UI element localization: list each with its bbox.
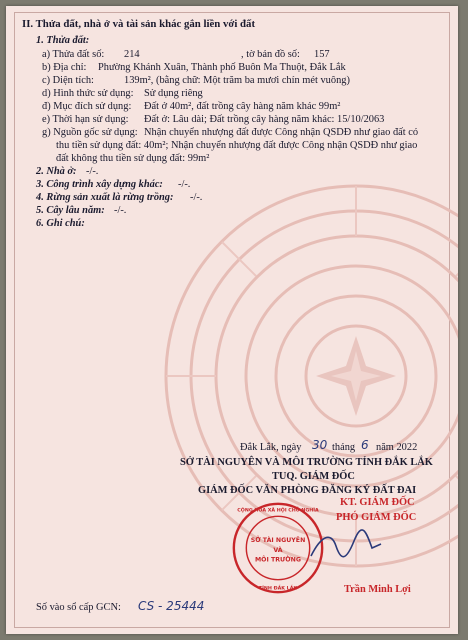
date-year: năm 2022 <box>376 442 418 453</box>
house-label: 2. Nhà ở: <box>36 166 77 177</box>
use-form-label: d) Hình thức sử dụng: <box>42 88 134 99</box>
office-title: GIÁM ĐỐC VĂN PHÒNG ĐĂNG KÝ ĐẤT ĐAI <box>198 485 417 496</box>
origin-value-line2: thu tiền sử dụng đất: 40m²; Nhận chuyển nhượng đất được Công nhận QSDĐ như giao <box>56 140 418 151</box>
map-sheet-label: , tờ bản đồ số: <box>241 49 300 60</box>
area-value: 139m², (bằng chữ: Một trăm ba mươi chín mét vuông) <box>124 75 350 86</box>
construction-value: -/-. <box>178 179 191 190</box>
svg-text:TỈNH ĐẮK LẮK: TỈNH ĐẮK LẮK <box>258 586 298 592</box>
certificate-page <box>6 6 458 634</box>
use-form-value: Sử dụng riêng <box>144 88 203 99</box>
signature-scribble-icon <box>306 526 386 566</box>
origin-value-line3: đất không thu tiền sử dụng đất: 99m² <box>56 153 210 164</box>
forest-label: 4. Rừng sản xuất là rừng trồng: <box>36 192 174 203</box>
svg-text:CỘNG HÒA XÃ HỘI CHỦ NGHĨA: CỘNG HÒA XÃ HỘI CHỦ NGHĨA <box>237 508 319 514</box>
notes-label: 6. Ghi chú: <box>36 218 85 229</box>
date-place: Đắk Lắk, ngày <box>240 442 302 453</box>
svg-text:MÔI TRƯỜNG: MÔI TRƯỜNG <box>254 556 302 564</box>
gcn-number-label: Số vào sổ cấp GCN: <box>36 602 121 613</box>
trees-label: 5. Cây lâu năm: <box>36 205 105 216</box>
construction-label: 3. Công trình xây dựng khác: <box>36 179 163 190</box>
trees-value: -/-. <box>114 205 127 216</box>
address-value: Phường Khánh Xuân, Thành phố Buôn Ma Thuột, Đắk Lắk <box>98 62 346 73</box>
house-value: -/-. <box>86 166 99 177</box>
date-day: 30 <box>312 438 328 452</box>
section-title: II. Thửa đất, nhà ở và tài sản khác gắn liền với đất <box>22 18 256 30</box>
parcel-number-label: a) Thửa đất số: <box>42 49 105 60</box>
use-purpose-value: Đất ở 40m², đất trồng cây hàng năm khác 99m² <box>144 101 341 112</box>
map-sheet-value: 157 <box>314 49 330 60</box>
origin-value-line1: Nhận chuyển nhượng đất được Công nhận QSDĐ như giao đất có <box>144 127 419 138</box>
deputy-title: PHÓ GIÁM ĐỐC <box>336 512 417 523</box>
kt-title: KT. GIÁM ĐỐC <box>340 497 415 508</box>
agency-name: SỞ TÀI NGUYÊN VÀ MÔI TRƯỜNG TỈNH ĐẮK LẮK <box>180 457 433 468</box>
date-month: 6 <box>361 438 369 452</box>
signer-name: Trần Minh Lợi <box>344 584 411 595</box>
origin-label: g) Nguồn gốc sử dụng: <box>42 127 138 138</box>
use-term-label: e) Thời hạn sử dụng: <box>42 114 129 125</box>
area-label: c) Diện tích: <box>42 75 94 86</box>
svg-text:VÀ: VÀ <box>273 546 283 554</box>
use-purpose-label: đ) Mục đích sử dụng: <box>42 101 132 112</box>
parcel-number-value: 214 <box>124 49 140 60</box>
forest-value: -/-. <box>190 192 203 203</box>
use-term-value: Đất ở: Lâu dài; Đất trồng cây hàng năm khác: 15/10/2063 <box>144 114 385 125</box>
address-label: b) Địa chỉ: <box>42 62 87 73</box>
date-month-label: tháng <box>332 442 356 453</box>
land-heading: 1. Thửa đất: <box>36 35 90 46</box>
gcn-number-value: CS - 25444 <box>138 599 205 613</box>
svg-text:SỞ TÀI NGUYÊN: SỞ TÀI NGUYÊN <box>250 537 306 545</box>
tuq-title: TUQ. GIÁM ĐỐC <box>272 471 355 482</box>
